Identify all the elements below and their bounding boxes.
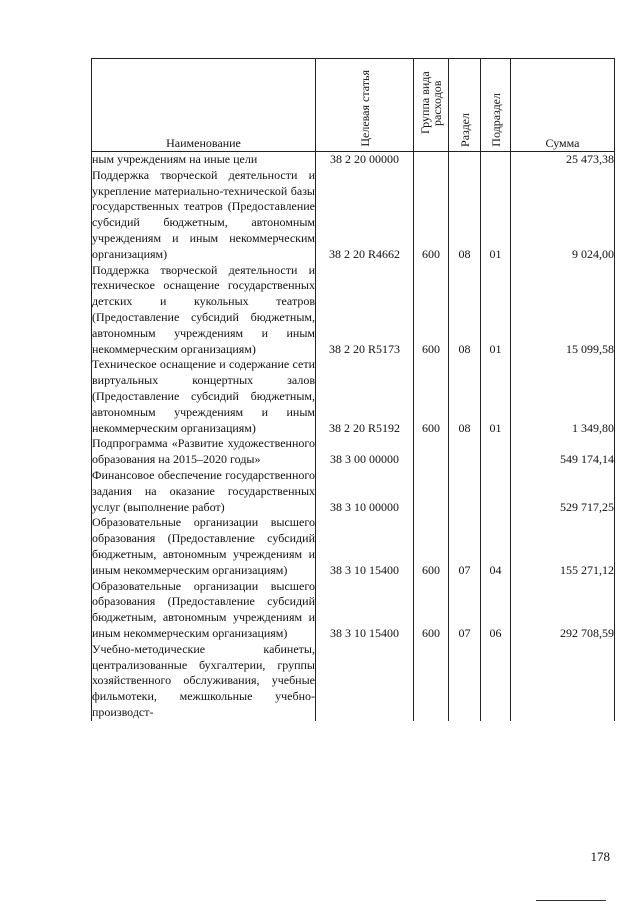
row-code — [316, 642, 414, 721]
table-row — [92, 152, 615, 168]
row-subsection — [481, 468, 511, 515]
row-name: ным учреждениям на иные цели — [92, 152, 316, 168]
row-sum: 529 717,25 — [511, 468, 615, 515]
row-subsection — [481, 642, 511, 721]
row-subsection: 01 — [481, 263, 511, 358]
table-row — [92, 168, 615, 263]
row-sum: 155 271,12 — [511, 515, 615, 578]
row-name: Образовательные организации высшего образования (Предоставление субсидий бюджетным, автономным учреждениям и иным некоммерческим организациям) — [92, 515, 315, 577]
row-name: Образовательные организации высшего образования (Предоставление субсидий бюджетным, автономным учреждениям и иным некоммерческим организациям) — [92, 578, 315, 640]
table-row — [92, 357, 615, 436]
page-number: 178 — [590, 849, 610, 864]
row-section — [449, 468, 481, 515]
row-subsection: 06 — [481, 579, 511, 642]
row-name: Финансовое обеспечение государственного задания на оказание государственных услуг (выполнение работ) — [92, 467, 315, 514]
row-group: 600 — [414, 579, 449, 642]
table-row — [92, 579, 615, 642]
row-code: 38 2 20 R5173 — [316, 263, 414, 358]
row-group: 600 — [414, 515, 449, 578]
header-sum: Сумма — [511, 59, 615, 152]
row-subsection — [481, 152, 511, 168]
table-row — [92, 515, 615, 578]
row-group — [414, 468, 449, 515]
row-subsection: 01 — [481, 357, 511, 436]
row-code: 38 2 20 R4662 — [316, 168, 414, 263]
row-name: Учебно-методические кабинеты, централизованные бухгалтерии, группы хозяйственного обслуживания, учебные фильмотеки, межшкольные учебно-производст- — [92, 641, 315, 719]
header-group: Группа вида расходов — [414, 59, 449, 152]
row-subsection — [481, 436, 511, 468]
row-subsection: 01 — [481, 168, 511, 263]
row-name: Поддержка творческой деятельности и укрепление материально-технической базы государственных театров (Предоставление субсидий бюджетным, автономным учреждениям и иным некоммерческим организациям) — [92, 167, 315, 261]
row-group — [414, 642, 449, 721]
row-sum: 15 099,58 — [511, 263, 615, 358]
row-section: 08 — [449, 168, 481, 263]
row-code: 38 2 20 00000 — [316, 152, 414, 168]
row-code: 38 3 10 00000 — [316, 468, 414, 515]
row-sum: 9 024,00 — [511, 168, 615, 263]
row-code: 38 2 20 R5192 — [316, 357, 414, 436]
row-code: 38 3 10 15400 — [316, 579, 414, 642]
row-group: 600 — [414, 263, 449, 358]
table-row — [92, 468, 615, 515]
row-section — [449, 436, 481, 468]
table-row — [92, 642, 615, 721]
footer-rule — [536, 900, 606, 901]
header-subsection: Подраздел — [481, 59, 511, 152]
row-group: 600 — [414, 357, 449, 436]
budget-table — [91, 58, 615, 721]
header-section: Раздел — [449, 59, 481, 152]
header-code: Целевая статья — [316, 59, 414, 152]
table-header-row — [92, 59, 615, 152]
row-name: Техническое оснащение и содержание сети виртуальных концертных залов (Предоставление субсидий бюджетным, автономным учреждениям и иным некоммерческим организациям) — [92, 357, 315, 435]
table-row — [92, 263, 615, 358]
row-code: 38 3 00 00000 — [316, 436, 414, 468]
row-group — [414, 152, 449, 168]
row-group — [414, 436, 449, 468]
row-code: 38 3 10 15400 — [316, 515, 414, 578]
row-sum: 1 349,80 — [511, 357, 615, 436]
row-section: 08 — [449, 357, 481, 436]
row-name: Поддержка творческой деятельности и техническое оснащение государственных детских и кукольных театров (Предоставление субсидий бюджетным, автономным учреждениям и иным некоммерческим организациям) — [92, 262, 315, 356]
row-subsection: 04 — [481, 515, 511, 578]
row-sum: 25 473,38 — [511, 152, 615, 168]
row-section — [449, 152, 481, 168]
row-name: Подпрограмма «Развитие художественного образования на 2015–2020 годы» — [92, 436, 315, 467]
row-section: 07 — [449, 579, 481, 642]
row-sum: 549 174,14 — [511, 436, 615, 468]
row-section: 07 — [449, 515, 481, 578]
row-section — [449, 642, 481, 721]
header-name: Наименование — [92, 59, 316, 152]
row-sum: 292 708,59 — [511, 579, 615, 642]
row-group: 600 — [414, 168, 449, 263]
row-section: 08 — [449, 263, 481, 358]
table-row — [92, 436, 615, 468]
row-sum — [511, 642, 615, 721]
